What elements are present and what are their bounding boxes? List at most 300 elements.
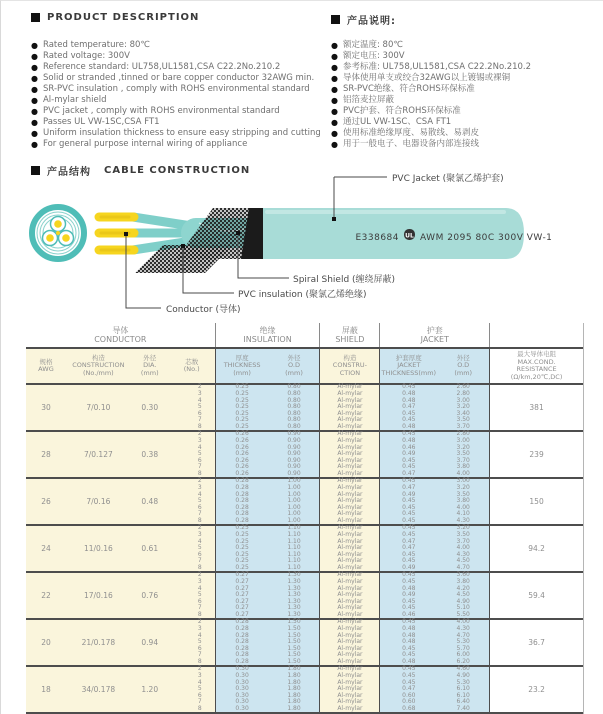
cell-construction: 17/0.16 xyxy=(66,573,131,618)
group-header-4 xyxy=(490,323,583,347)
product-description-list xyxy=(31,40,321,150)
cell-construction: 21/0.178 xyxy=(66,620,131,665)
value-line: 0.80 xyxy=(287,403,301,411)
value-line: 1.10 xyxy=(287,524,301,532)
value-line: 7.40 xyxy=(456,704,470,712)
value-line: 3.70 xyxy=(456,537,470,545)
value-line: Al-mylar xyxy=(337,685,363,693)
value-line: 1.50 xyxy=(287,644,301,652)
value-line: 0.48 xyxy=(402,396,416,404)
value-line: 4.70 xyxy=(456,563,470,571)
value-line: 5.50 xyxy=(456,610,470,618)
value-line: 3.70 xyxy=(456,456,470,464)
spec-bullet-text: Al-mylar shield xyxy=(42,95,107,105)
table-group-band xyxy=(26,323,583,349)
column-header-0: 规格 AWG xyxy=(26,349,66,383)
value-line: 3.80 xyxy=(456,463,470,471)
value-line: 2 xyxy=(197,571,202,579)
bullet-icon: ● xyxy=(31,118,38,127)
cell-resistance: 381 xyxy=(490,385,583,430)
value-line: 6.10 xyxy=(456,691,470,699)
spec-bullet-text: SR-PVC insulation , comply with ROHS environmental standard xyxy=(42,84,310,94)
value-line: 0.48 xyxy=(402,390,416,398)
value-line: 2 xyxy=(197,618,202,626)
cell-jacket_thickness xyxy=(380,667,437,712)
spec-table xyxy=(26,323,584,714)
value-line: 0.25 xyxy=(235,563,249,571)
spec-bullet-item xyxy=(31,128,321,139)
cell-ins_thickness xyxy=(216,479,269,524)
value-line: 5.10 xyxy=(456,604,470,612)
bullet-icon: ● xyxy=(31,107,38,116)
value-line: 0.28 xyxy=(235,625,249,633)
value-line: 0.30 xyxy=(235,698,249,706)
value-line: 0.25 xyxy=(235,409,249,417)
spec-bullet-item xyxy=(331,139,531,150)
value-line: 4 xyxy=(197,678,202,686)
cell-ins_od xyxy=(269,667,321,712)
spec-bullet-item xyxy=(31,139,321,150)
value-line: 1.00 xyxy=(287,503,301,511)
cell-resistance: 59.4 xyxy=(490,573,583,618)
table-subheader xyxy=(26,349,583,385)
cell-awg: 18 xyxy=(26,667,66,712)
column-header-4: 厚度 THICKNESS (mm) xyxy=(216,349,269,383)
value-line: 6 xyxy=(197,456,202,464)
table-row-awg-28 xyxy=(26,432,583,479)
value-line: 0.45 xyxy=(402,557,416,565)
value-line: 2 xyxy=(197,477,202,485)
value-line: 0.47 xyxy=(402,484,416,492)
value-line: Al-mylar xyxy=(337,503,363,511)
value-line: 0.47 xyxy=(402,537,416,545)
cell-shield xyxy=(320,526,380,571)
cell-ins_od xyxy=(269,573,321,618)
value-line: 2 xyxy=(197,665,202,673)
value-line: 4.90 xyxy=(456,597,470,605)
value-line: 0.80 xyxy=(287,409,301,417)
value-line: 3.00 xyxy=(456,437,470,445)
cell-shield xyxy=(320,573,380,618)
value-line: Al-mylar xyxy=(337,510,363,518)
cell-cores xyxy=(169,432,216,477)
value-line: Al-mylar xyxy=(337,584,363,592)
value-line: Al-mylar xyxy=(337,544,363,552)
cell-resistance: 23.2 xyxy=(490,667,583,712)
svg-text:UL: UL xyxy=(405,232,414,240)
value-line: 0.48 xyxy=(402,422,416,430)
spec-bullet-text: Uniform insulation thickness to ensure easy stripping and cutting xyxy=(42,128,321,138)
value-line: 0.26 xyxy=(235,430,249,438)
value-line: 0.25 xyxy=(235,524,249,532)
cable-construction-diagram xyxy=(1,161,603,321)
column-header-6: 构造 CONSTRU- CTION xyxy=(320,349,380,383)
value-line: 0.45 xyxy=(402,477,416,485)
cell-jacket_od xyxy=(437,573,490,618)
cell-jacket_od xyxy=(437,385,490,430)
value-line: 0.27 xyxy=(235,597,249,605)
value-line: 1.10 xyxy=(287,557,301,565)
value-line: Al-mylar xyxy=(337,563,363,571)
value-line: Al-mylar xyxy=(337,644,363,652)
spec-bullet-item xyxy=(331,128,531,139)
cell-construction: 11/0.16 xyxy=(66,526,131,571)
value-line: 3 xyxy=(197,672,202,680)
cell-ins_thickness xyxy=(216,620,269,665)
cell-shield xyxy=(320,432,380,477)
value-line: Al-mylar xyxy=(337,497,363,505)
value-line: 3.70 xyxy=(456,422,470,430)
value-line: 3.20 xyxy=(456,443,470,451)
spec-bullet-text: Reference standard: UL758,UL1581,CSA C22.2No.210.2 xyxy=(42,62,281,72)
value-line: 0.45 xyxy=(402,550,416,558)
value-line: 8 xyxy=(197,610,202,618)
value-line: 0.25 xyxy=(235,416,249,424)
value-line: 8 xyxy=(197,516,202,524)
value-line: 5 xyxy=(197,544,202,552)
table-row-awg-20 xyxy=(26,620,583,667)
value-line: 6.00 xyxy=(456,651,470,659)
value-line: 1.50 xyxy=(287,618,301,626)
value-line: 0.80 xyxy=(287,390,301,398)
value-line: 0.45 xyxy=(402,665,416,673)
column-header-9: 最大导体电阻 MAX.COND. RESISTANCE (Ω/km,20℃,DC) xyxy=(490,349,583,383)
value-line: 0.25 xyxy=(235,537,249,545)
value-line: Al-mylar xyxy=(337,571,363,579)
group-header-0: 导体 CONDUCTOR xyxy=(26,323,216,347)
value-line: 0.45 xyxy=(402,497,416,505)
value-line: 4 xyxy=(197,396,202,404)
value-line: 0.45 xyxy=(402,383,416,391)
value-line: 3.50 xyxy=(456,450,470,458)
value-line: 0.45 xyxy=(402,604,416,612)
value-line: 3.40 xyxy=(456,409,470,417)
value-line: 6.40 xyxy=(456,698,470,706)
value-line: 0.90 xyxy=(287,450,301,458)
value-line: 0.47 xyxy=(402,403,416,411)
product-description-title: PRODUCT DESCRIPTION xyxy=(31,12,199,23)
spec-bullet-text: 导体使用单支或绞合32AWG以上镀锡或裸铜 xyxy=(342,73,511,83)
bullet-icon: ● xyxy=(331,96,338,105)
cell-jacket_thickness xyxy=(380,385,437,430)
value-line: 1.10 xyxy=(287,550,301,558)
value-line: Al-mylar xyxy=(337,416,363,424)
value-line: 7 xyxy=(197,604,202,612)
value-line: 0.49 xyxy=(402,591,416,599)
value-line: 2 xyxy=(197,430,202,438)
ul-mark-icon xyxy=(404,229,415,240)
value-line: Al-mylar xyxy=(337,691,363,699)
value-line: 4.00 xyxy=(456,544,470,552)
value-line: 8 xyxy=(197,422,202,430)
value-line: Al-mylar xyxy=(337,704,363,712)
cell-ins_od xyxy=(269,479,321,524)
cell-awg: 26 xyxy=(26,479,66,524)
spec-bullet-item xyxy=(331,84,531,95)
value-line: 6 xyxy=(197,644,202,652)
cell-construction: 7/0.10 xyxy=(66,385,131,430)
value-line: 0.90 xyxy=(287,463,301,471)
cell-resistance: 150 xyxy=(490,479,583,524)
spec-bullet-item xyxy=(31,51,321,62)
value-line: 4 xyxy=(197,443,202,451)
cable-construction-title: 产品结构 CABLE CONSTRUCTION xyxy=(31,163,250,178)
value-line: 2.60 xyxy=(456,383,470,391)
value-line: 0.48 xyxy=(402,638,416,646)
value-line: 4.00 xyxy=(456,503,470,511)
spec-bullet-item xyxy=(331,106,531,117)
value-line: Al-mylar xyxy=(337,430,363,438)
value-line: 1.30 xyxy=(287,571,301,579)
value-line: 1.00 xyxy=(287,477,301,485)
cell-dia: 0.30 xyxy=(131,385,169,430)
value-line: 3 xyxy=(197,484,202,492)
value-line: Al-mylar xyxy=(337,409,363,417)
section-square-icon xyxy=(31,13,40,22)
cell-construction: 7/0.127 xyxy=(66,432,131,477)
column-header-3: 芯数 (No.) xyxy=(169,349,216,383)
value-line: 0.28 xyxy=(235,477,249,485)
value-line: 0.45 xyxy=(402,578,416,586)
bullet-icon: ● xyxy=(31,41,38,50)
table-body xyxy=(26,385,583,714)
value-line: 6 xyxy=(197,597,202,605)
spec-bullet-text: Rated temperature: 80℃ xyxy=(42,40,150,50)
value-line: 2 xyxy=(197,524,202,532)
value-line: 0.45 xyxy=(402,456,416,464)
value-line: 6.10 xyxy=(456,685,470,693)
cell-construction: 7/0.16 xyxy=(66,479,131,524)
value-line: 1.10 xyxy=(287,537,301,545)
value-line: Al-mylar xyxy=(337,665,363,673)
value-line: 4.00 xyxy=(456,469,470,477)
label-spiral-shield: Spiral Shield (缠绕屏蔽) xyxy=(293,275,396,285)
value-line: Al-mylar xyxy=(337,678,363,686)
cell-ins_thickness xyxy=(216,432,269,477)
value-line: Al-mylar xyxy=(337,443,363,451)
bullet-icon: ● xyxy=(331,129,338,138)
value-line: Al-mylar xyxy=(337,672,363,680)
spec-bullet-item xyxy=(31,62,321,73)
cell-jacket_thickness xyxy=(380,526,437,571)
value-line: 0.25 xyxy=(235,531,249,539)
value-line: 1.30 xyxy=(287,584,301,592)
value-line: 0.30 xyxy=(235,678,249,686)
bullet-icon: ● xyxy=(331,107,338,116)
value-line: 0.28 xyxy=(235,651,249,659)
column-header-8: 外径 O.D (mm) xyxy=(437,349,490,383)
value-line: 0.49 xyxy=(402,450,416,458)
spec-bullet-text: SR-PVC绝缘、符合ROHS环保标准 xyxy=(342,84,475,94)
value-line: 4 xyxy=(197,490,202,498)
value-line: 4.50 xyxy=(456,557,470,565)
value-line: 1.30 xyxy=(287,604,301,612)
value-line: 5.30 xyxy=(456,638,470,646)
cell-dia: 0.94 xyxy=(131,620,169,665)
table-row-awg-30 xyxy=(26,385,583,432)
column-header-1: 构造 CONSTRUCTION (No./mm) xyxy=(66,349,131,383)
value-line: 5.70 xyxy=(456,644,470,652)
value-line: 1.00 xyxy=(287,497,301,505)
value-line: Al-mylar xyxy=(337,597,363,605)
group-header-3: 护套 JACKET xyxy=(380,323,490,347)
value-line: 0.45 xyxy=(402,524,416,532)
bullet-icon: ● xyxy=(31,74,38,83)
value-line: 4.20 xyxy=(456,584,470,592)
value-line: Al-mylar xyxy=(337,450,363,458)
cable-cross-section-icon xyxy=(32,207,84,259)
value-line: 1.30 xyxy=(287,610,301,618)
value-line: 5 xyxy=(197,403,202,411)
cell-awg: 24 xyxy=(26,526,66,571)
cell-dia: 0.48 xyxy=(131,479,169,524)
value-line: 4.30 xyxy=(456,550,470,558)
value-line: 0.49 xyxy=(402,490,416,498)
value-line: 1.80 xyxy=(287,672,301,680)
value-line: 4.30 xyxy=(456,516,470,524)
value-line: 0.27 xyxy=(235,584,249,592)
value-line: 0.90 xyxy=(287,443,301,451)
bullet-icon: ● xyxy=(31,96,38,105)
value-line: Al-mylar xyxy=(337,490,363,498)
value-line: 3.80 xyxy=(456,578,470,586)
value-line: Al-mylar xyxy=(337,550,363,558)
value-line: 7 xyxy=(197,416,202,424)
bullet-icon: ● xyxy=(31,140,38,149)
spec-bullet-text: 铝箔麦拉屏蔽 xyxy=(342,95,394,105)
value-line: 0.47 xyxy=(402,544,416,552)
value-line: 0.26 xyxy=(235,469,249,477)
value-line: 8 xyxy=(197,704,202,712)
value-line: 0.28 xyxy=(235,490,249,498)
value-line: 0.30 xyxy=(235,665,249,673)
value-line: 0.45 xyxy=(402,409,416,417)
value-line: 0.26 xyxy=(235,463,249,471)
value-line: 8 xyxy=(197,563,202,571)
cell-ins_od xyxy=(269,432,321,477)
value-line: 0.48 xyxy=(402,437,416,445)
value-line: 4.50 xyxy=(456,591,470,599)
value-line: Al-mylar xyxy=(337,537,363,545)
spec-bullet-item xyxy=(331,117,531,128)
value-line: 0.27 xyxy=(235,578,249,586)
value-line: 0.26 xyxy=(235,450,249,458)
value-line: Al-mylar xyxy=(337,469,363,477)
value-line: 2 xyxy=(197,383,202,391)
cell-shield xyxy=(320,667,380,712)
value-line: 0.46 xyxy=(402,443,416,451)
spec-bullet-item xyxy=(31,73,321,84)
cell-awg: 28 xyxy=(26,432,66,477)
value-line: 0.49 xyxy=(402,563,416,571)
value-line: Al-mylar xyxy=(337,403,363,411)
value-line: 8 xyxy=(197,469,202,477)
cell-shield xyxy=(320,385,380,430)
cell-jacket_thickness xyxy=(380,620,437,665)
cell-ins_thickness xyxy=(216,573,269,618)
spec-bullet-item xyxy=(331,73,531,84)
value-line: 3 xyxy=(197,390,202,398)
label-pvc-jacket: PVC Jacket (聚氯乙烯护套) xyxy=(392,174,504,184)
cell-jacket_thickness xyxy=(380,479,437,524)
value-line: 7 xyxy=(197,698,202,706)
bullet-icon: ● xyxy=(331,52,338,61)
cell-jacket_od xyxy=(437,526,490,571)
value-line: 5.30 xyxy=(456,678,470,686)
spec-bullet-text: For general purpose internal wiring of appliance xyxy=(42,139,248,149)
value-line: 0.28 xyxy=(235,618,249,626)
cell-shield xyxy=(320,479,380,524)
value-line: Al-mylar xyxy=(337,524,363,532)
value-line: 1.50 xyxy=(287,638,301,646)
cell-jacket_od xyxy=(437,479,490,524)
cell-ins_od xyxy=(269,385,321,430)
value-line: 0.45 xyxy=(402,571,416,579)
value-line: 0.45 xyxy=(402,644,416,652)
value-line: 0.45 xyxy=(402,618,416,626)
cell-awg: 30 xyxy=(26,385,66,430)
value-line: 0.28 xyxy=(235,484,249,492)
cell-awg: 20 xyxy=(26,620,66,665)
value-line: 1.00 xyxy=(287,490,301,498)
cell-ins_thickness xyxy=(216,385,269,430)
value-line: 6 xyxy=(197,409,202,417)
value-line: 0.28 xyxy=(235,631,249,639)
bullet-icon: ● xyxy=(331,74,338,83)
bullet-icon: ● xyxy=(331,85,338,94)
jacket-print-right: AWM 2095 80C 300V VW-1 xyxy=(420,233,553,243)
value-line: Al-mylar xyxy=(337,396,363,404)
value-line: 1.10 xyxy=(287,531,301,539)
table-row-awg-18 xyxy=(26,667,583,714)
value-line: 0.46 xyxy=(402,610,416,618)
value-line: 3.50 xyxy=(456,531,470,539)
spec-bullet-text: 使用标准绝缘厚度、易散线、易剥皮 xyxy=(342,128,479,138)
value-line: 0.45 xyxy=(402,516,416,524)
value-line: 0.90 xyxy=(287,430,301,438)
value-line: 0.30 xyxy=(235,704,249,712)
value-line: 0.27 xyxy=(235,591,249,599)
value-line: 0.28 xyxy=(235,657,249,665)
value-line: 0.30 xyxy=(235,672,249,680)
value-line: 2.80 xyxy=(456,390,470,398)
label-pvc-insulation: PVC insulation (聚氯乙烯绝缘) xyxy=(238,290,367,300)
value-line: Al-mylar xyxy=(337,484,363,492)
spec-bullet-text: 参考标准: UL758,UL1581,CSA C22.2No.210.2 xyxy=(342,62,532,72)
value-line: 4.00 xyxy=(456,618,470,626)
value-line: Al-mylar xyxy=(337,578,363,586)
value-line: 3.00 xyxy=(456,477,470,485)
value-line: 0.45 xyxy=(402,503,416,511)
value-line: 0.45 xyxy=(402,651,416,659)
value-line: 4 xyxy=(197,631,202,639)
value-line: Al-mylar xyxy=(337,437,363,445)
cell-ins_thickness xyxy=(216,526,269,571)
value-line: 1.00 xyxy=(287,484,301,492)
value-line: 4.70 xyxy=(456,631,470,639)
spec-bullet-item xyxy=(331,40,531,51)
bullet-icon: ● xyxy=(31,52,38,61)
value-line: 6 xyxy=(197,691,202,699)
value-line: 3 xyxy=(197,578,202,586)
spec-bullet-item xyxy=(331,95,531,106)
value-line: Al-mylar xyxy=(337,390,363,398)
value-line: 1.80 xyxy=(287,691,301,699)
value-line: 6 xyxy=(197,550,202,558)
value-line: 0.25 xyxy=(235,383,249,391)
value-line: 7 xyxy=(197,651,202,659)
value-line: Al-mylar xyxy=(337,610,363,618)
